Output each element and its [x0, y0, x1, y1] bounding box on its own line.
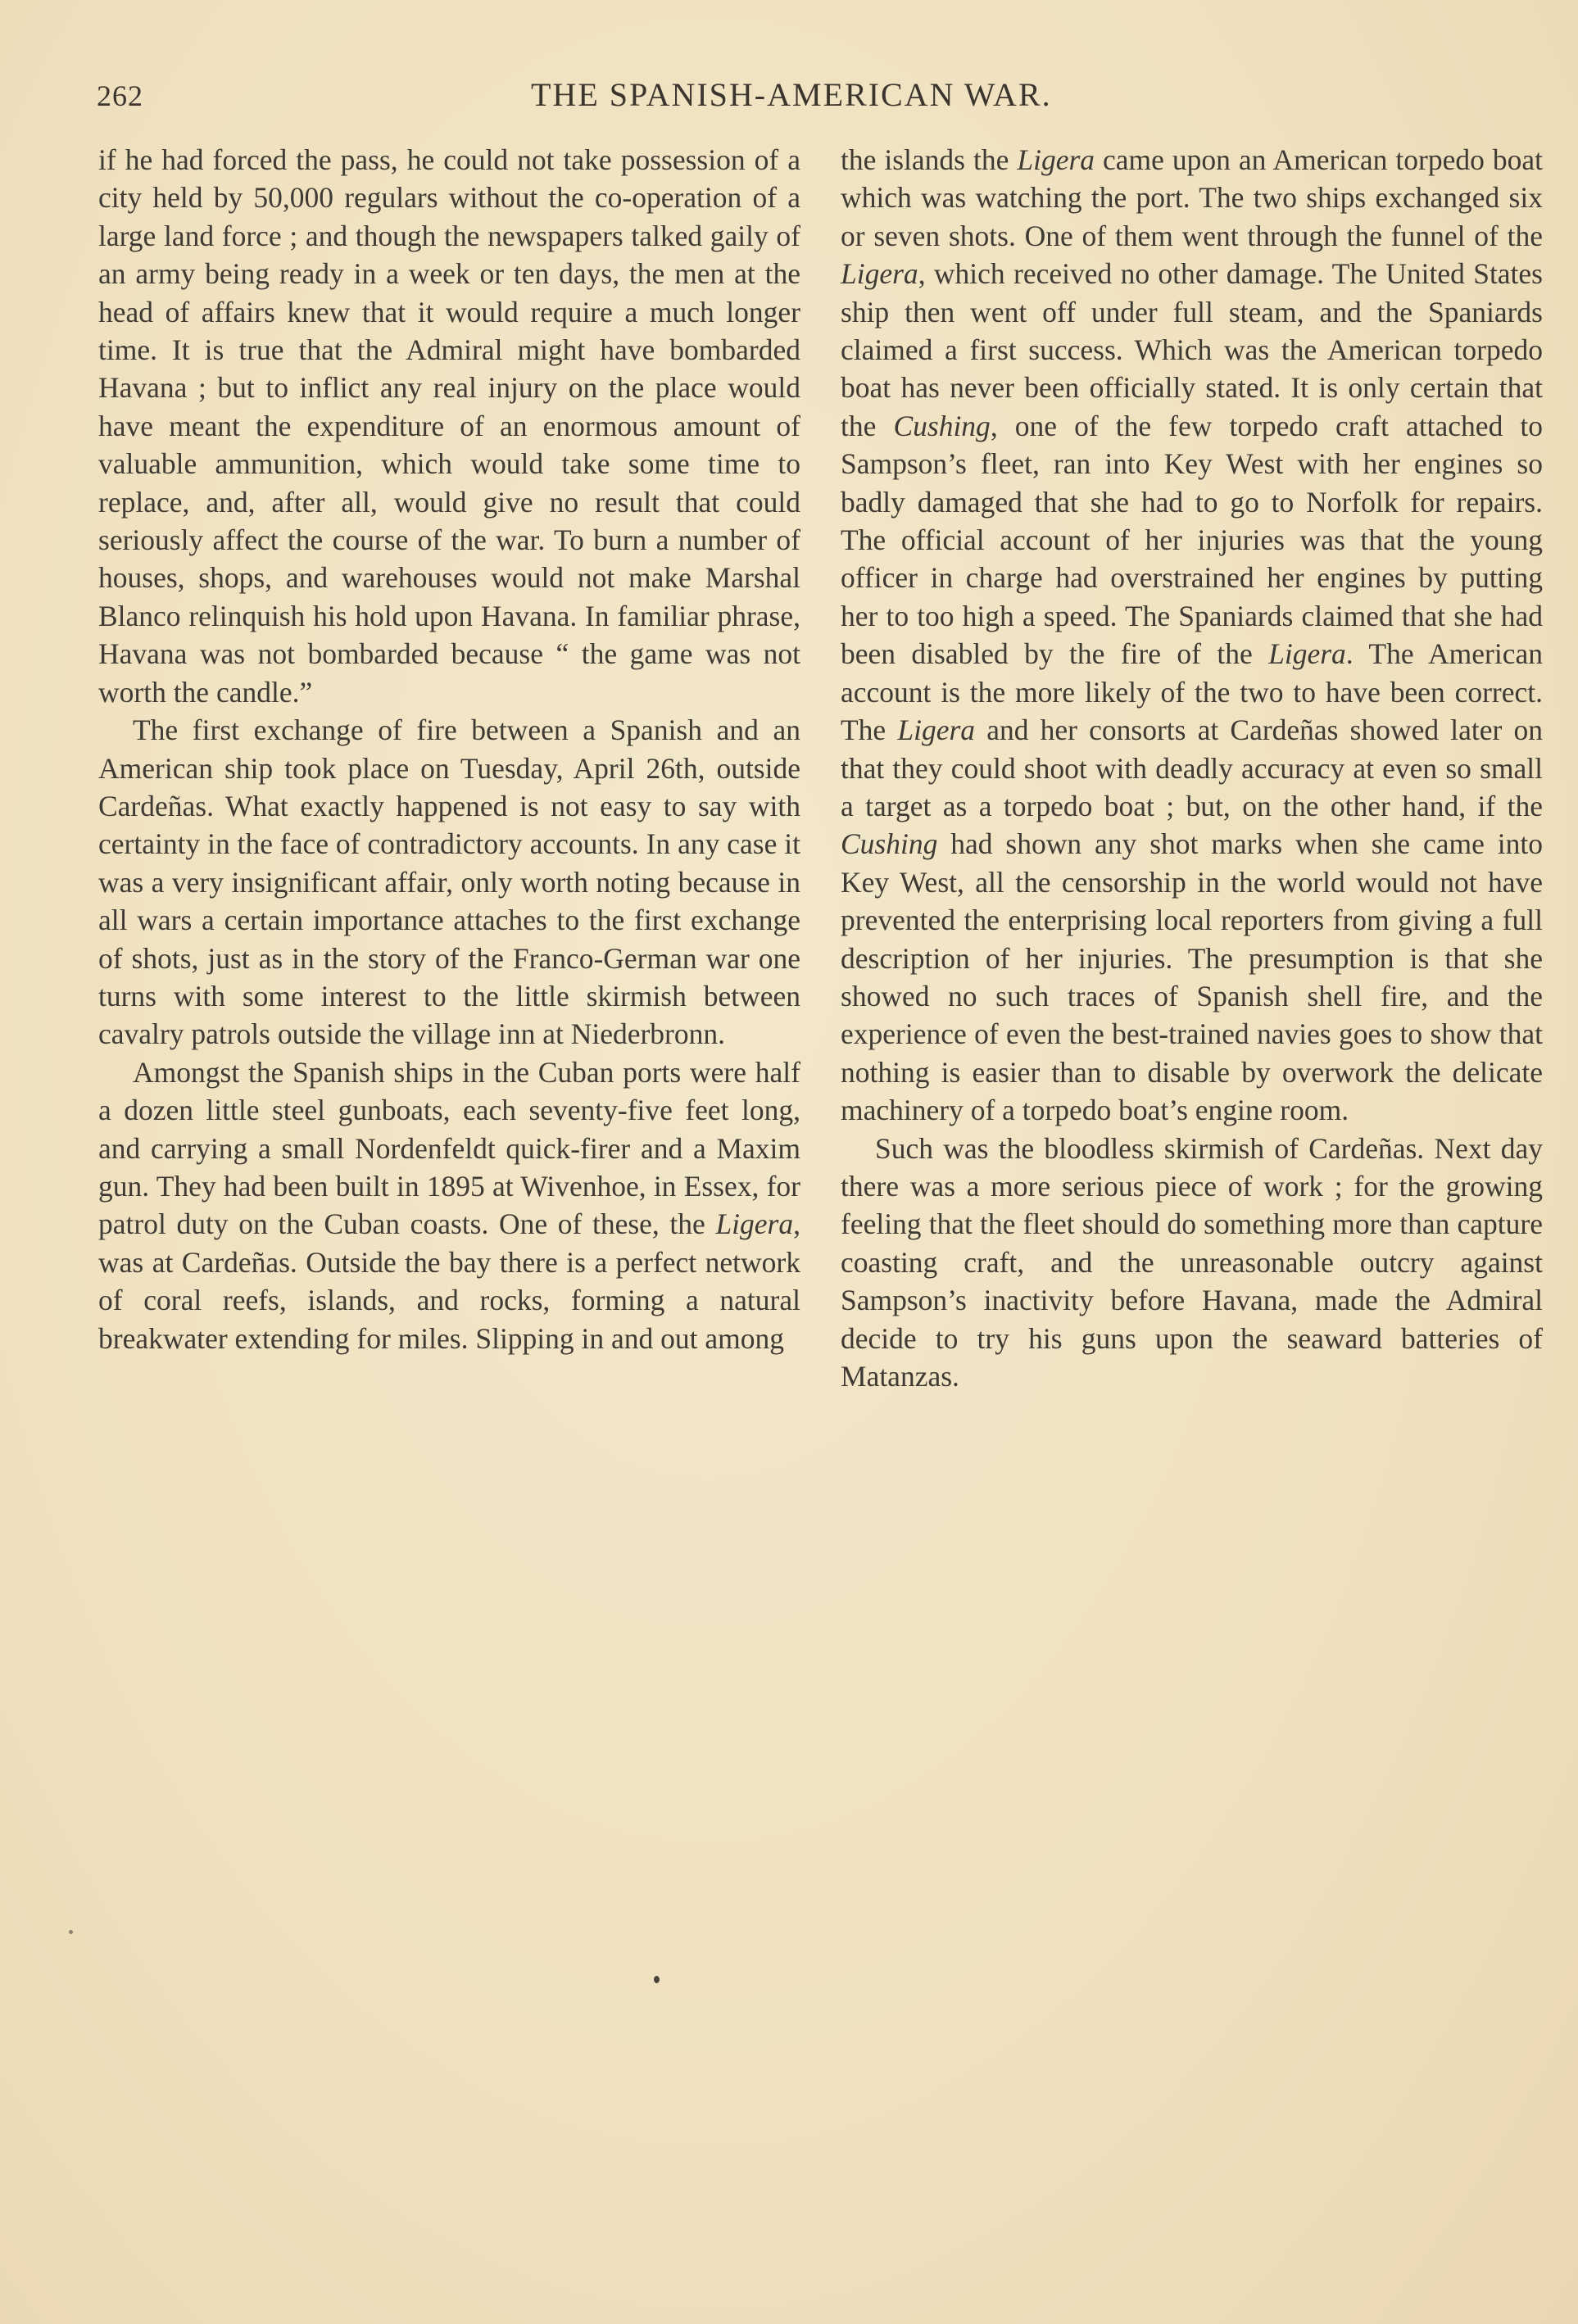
- paragraph-torpedo-boat-encounter: the islands the Ligera came upon an American torpedo boat which was watching the port. The two ships exchanged six or seven shots. One of them went through the funnel of the Ligera, which received no other damage. The United States ship then went off under full steam, and the Spaniards claimed a first success. Which was the American torpedo boat has never been officially stated. It is only certain that the Cushing, one of the few torpedo craft attached to Sampson’s fleet, ran into Key West with her engines so badly damaged that she had to go to Norfolk for repairs. The official account of her injuries was that the young officer in charge had overstrained her engines by putting her to too high a speed. The Spaniards claimed that she had been disabled by the fire of the Ligera. The American account is the more likely of the two to have been correct. The Ligera and her consorts at Cardeñas showed later on that they could shoot with deadly accuracy at even so small a target as a torpedo boat ; but, on the other hand, if the Cushing had shown any shot marks when she came into Key West, all the censorship in the world would not have prevented the enterprising local reporters from giving a full description of her injuries. The presumption is that she showed no such traces of Spanish shell fire, and the experience of even the best-trained navies goes to show that nothing is easier than to disable by overwork the delicate machinery of a torpedo boat’s engine room.: [841, 143, 1543, 1127]
- paragraph-pass-havana: if he had forced the pass, he could not take possession of a city held by 50,000 regulars without the co-operation of a large land force ; and though the newspapers talked gaily of an army being ready in a week or ten days, the men at the head of affairs knew that it would require a much longer time. It is true that the Admiral might have bombarded Havana ; but to inflict any real injury on the place would have meant the expenditure of an enormous amount of valuable ammunition, which would take some time to replace, and, after all, would give no result that could seriously affect the course of the war. To burn a number of houses, shops, and warehouses would not make Marshal Blanco relinquish his hold upon Havana. In familiar phrase, Havana was not bombarded because “ the game was not worth the candle.”: [98, 143, 800, 709]
- ship-name-ligera: Ligera: [1268, 637, 1346, 671]
- paragraph-bloodless-skirmish: Such was the bloodless skirmish of Cardeñas. Next day there was a more serious piece of work ; for the growing feeling that the fleet should do something more than capture coasting craft, and the unreasonable outcry against Sampson’s inactivity before Havana, made the Admiral decide to try his guns upon the seaward batteries of Matanzas.: [841, 1131, 1543, 1393]
- paragraph-spanish-gunboats: Amongst the Spanish ships in the Cuban ports were half a dozen little steel gunboats, each seventy-five feet long, and carrying a small Nordenfeldt quick-firer and a Maxim gun. They had been built in 1895 at Wivenhoe, in Essex, for patrol duty on the Cuban coasts. One of these, the Ligera, was at Cardeñas. Outside the bay there is a perfect network of coral reefs, islands, and rocks, forming a natural breakwater extending for miles. Slipping in and out among: [98, 1055, 800, 1355]
- ship-name-cushing: Cushing: [841, 827, 938, 861]
- ship-name-ligera: Ligera: [841, 257, 918, 291]
- right-column: [841, 141, 1543, 1395]
- running-title: THE SPANISH-AMERICAN WAR.: [531, 76, 1052, 113]
- ship-name-cushing: Cushing: [893, 409, 991, 442]
- ship-name-ligera: Ligera: [897, 714, 976, 747]
- paragraph-first-exchange: The first exchange of fire between a Spanish and an American ship took place on Tuesday, April 26th, outside Cardeñas. What exactly happened is not easy to say with certainty in the face of contradictory accounts. In any case it was a very insignificant affair, only worth noting because in all wars a certain importance attaches to the first exchange of shots, just as in the story of the Franco-German war one turns with some interest to the little skirmish between cavalry patrols outside the village inn at Niederbronn.: [98, 714, 800, 1051]
- running-head: [97, 72, 1522, 121]
- left-column: [98, 141, 800, 1357]
- ink-speck: [69, 1930, 73, 1934]
- page-number: 262: [97, 79, 143, 112]
- ink-speck: [654, 1976, 660, 1983]
- ship-name-ligera: Ligera: [715, 1207, 794, 1241]
- ship-name-ligera: Ligera: [1017, 143, 1095, 176]
